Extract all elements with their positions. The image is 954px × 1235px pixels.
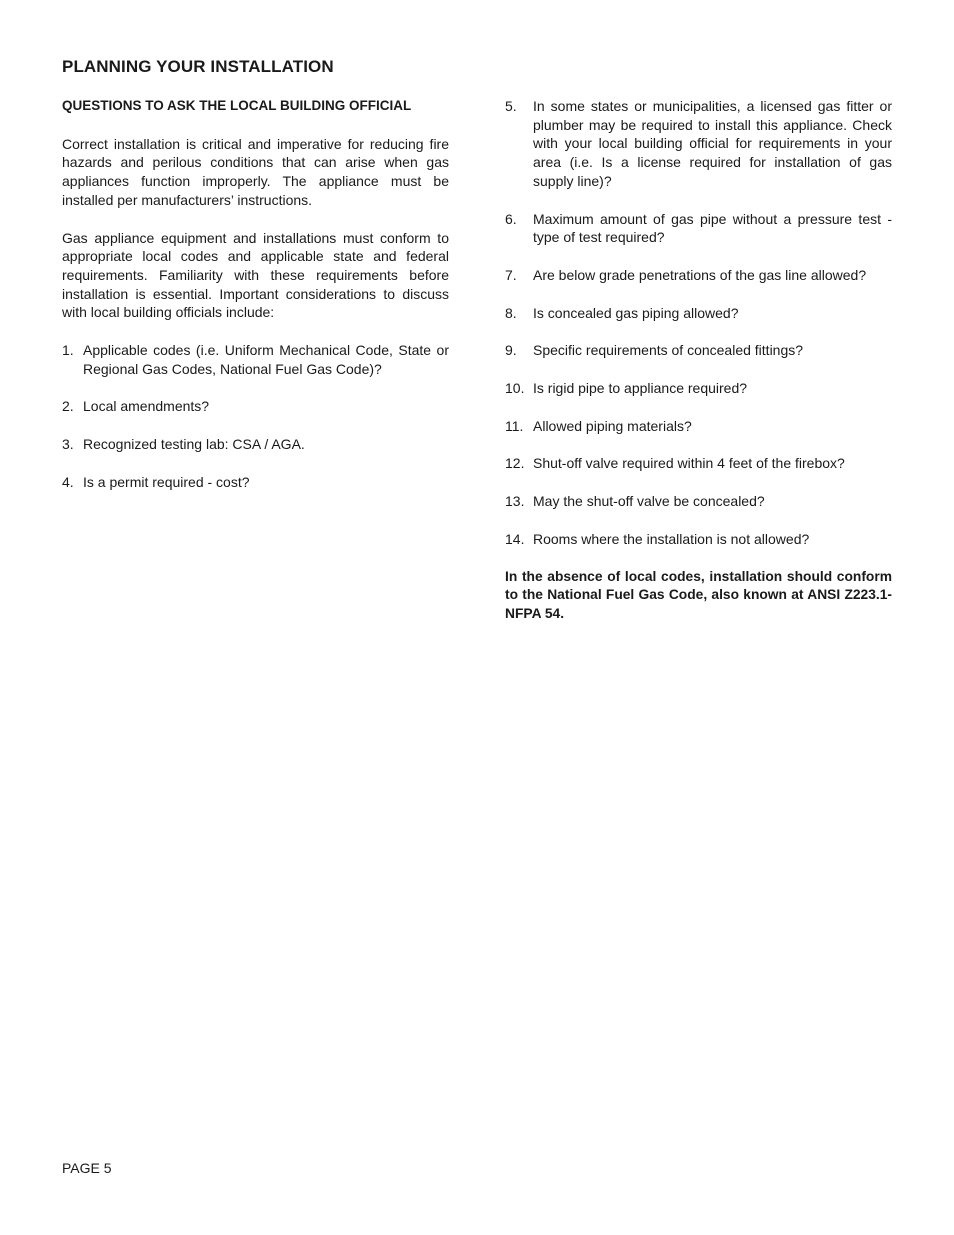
item-text: In some states or municipalities, a licensed gas fitter or plumber may be required to install this appliance. Check with your local building official for requirements in your area (i.e. Is a license required for installation of gas supply line)? [533,98,892,189]
item-text: Is concealed gas piping allowed? [533,304,739,321]
item-number: 2. [62,398,74,415]
item-number: 5. [505,98,517,114]
item-text: Allowed piping materials? [533,417,692,434]
item-text: Applicable codes (i.e. Uniform Mechanical Code, State or Regional Gas Codes, National Fuel Gas Code)? [83,342,449,377]
item-number: 14. [505,530,525,547]
item-number: 12. [505,455,525,472]
list-item [505,379,892,398]
item-number: 10. [505,380,525,397]
item-text: Specific requirements of concealed fittings? [533,342,804,359]
item-text: Shut-off valve required within 4 feet of the firebox? [533,455,845,472]
list-item [505,266,892,285]
item-number: 3. [62,436,74,453]
left-column [62,97,449,511]
list-item [505,492,892,511]
item-number: 4. [62,473,74,490]
list-item [505,210,892,247]
list-item [505,454,892,473]
item-text: Is rigid pipe to appliance required? [533,380,748,397]
list-item [505,417,892,436]
item-number: 1. [62,342,74,359]
list-item [62,341,449,378]
list-item [62,473,449,492]
list-item [505,97,892,191]
list-item [505,304,892,323]
intro-paragraph: Correct installation is critical and imperative for reducing fire hazards and perilous conditions that can arise when gas appliances function improperly. The appliance must be installed per manufacturers’ instructions. [62,135,449,208]
item-number: 9. [505,342,517,359]
item-number: 8. [505,304,517,321]
item-text: May the shut-off valve be concealed? [533,493,765,510]
item-text: Are below grade penetrations of the gas line allowed? [533,266,867,283]
intro-paragraph: Gas appliance equipment and installations must conform to appropriate local codes and applicable state and federal requirements. Familiarity with these requirements before installation is essential. Important considerations to discuss with local building officials include: [62,229,449,321]
item-text: Maximum amount of gas pipe without a pressure test - type of test required? [533,210,892,246]
section-heading: QUESTIONS TO ASK THE LOCAL BUILDING OFFICIAL [62,98,412,113]
item-text: Recognized testing lab: CSA / AGA. [83,436,305,453]
item-text: Local amendments? [83,398,210,415]
item-number: 11. [505,417,524,434]
item-number: 13. [505,493,525,510]
item-text: Rooms where the installation is not allowed? [533,530,810,547]
item-number: 6. [505,210,517,227]
list-item [505,341,892,360]
closing-note: In the absence of local codes, installation should conform to the National Fuel Gas Code, also known at ANSI Z223.1-NFPA 54. [505,568,892,621]
list-item [62,397,449,416]
page-title: PLANNING YOUR INSTALLATION [62,57,334,76]
list-item [505,530,892,549]
item-number: 7. [505,266,517,283]
right-column [505,97,892,624]
questions-list-right [505,97,892,549]
questions-list-left [62,341,449,492]
item-text: Is a permit required - cost? [83,473,250,490]
page-number: PAGE 5 [62,1160,112,1176]
list-item [62,435,449,454]
